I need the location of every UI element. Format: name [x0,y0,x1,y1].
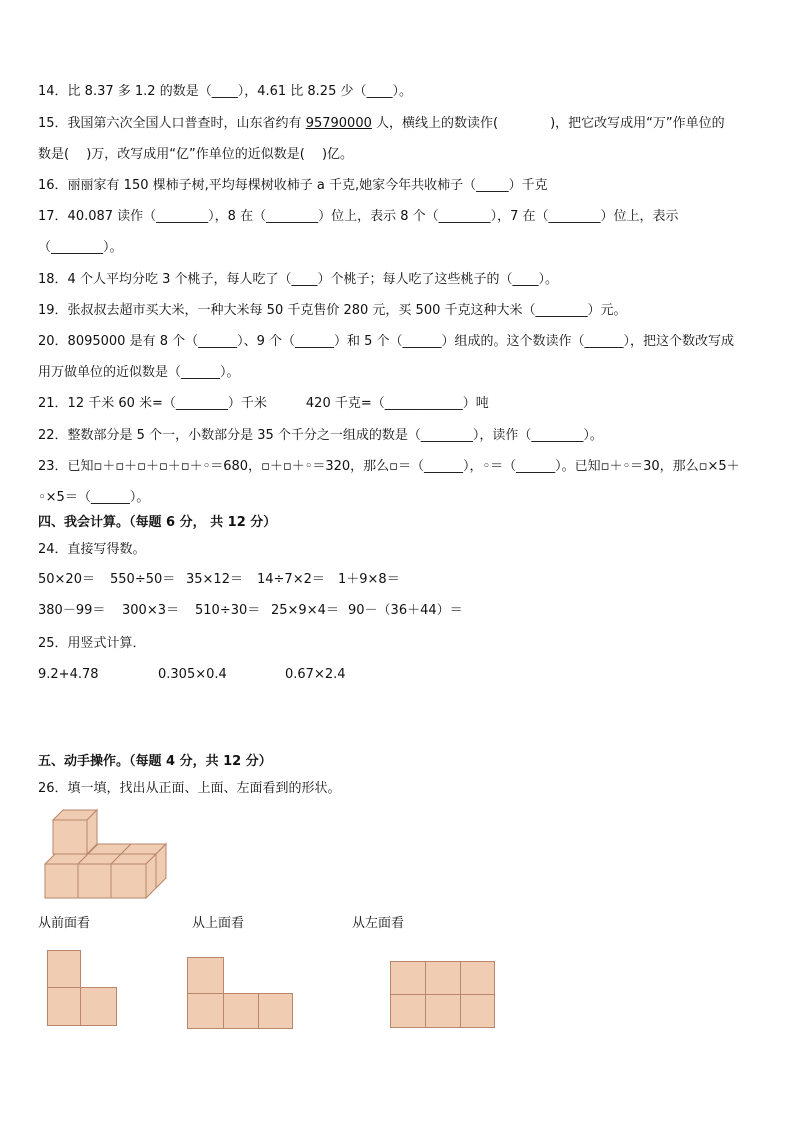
top-view-label: 从上面看 [192,916,245,931]
view-square [47,987,81,1026]
question-17-line2: （________）。 [38,240,123,255]
question-18: 18．4 个人平均分吃 3 个桃子，每人吃了（____）个桃子；每人吃了这些桃子的（____）。 [38,272,558,287]
vertical-calc-item: 0.67×2.4 [285,667,346,682]
question-21: 21．12 千米 60 米=（________）千米 420 千克=（____________）吨 [38,396,489,411]
calc-item: 25×9×4＝ [271,603,339,618]
question-23-line2: ◦×5＝（______）。 [38,490,150,505]
view-square [425,994,461,1028]
calc-item: 50×20＝ [38,572,95,587]
question-16: 16．丽丽家有 150 棵柿子树,平均每棵树收柿子 a 千克,她家今年共收柿子（_____）千克 [38,178,548,193]
calc-item: 14÷7×2＝ [257,572,325,587]
view-square [47,950,81,988]
view-square [460,994,495,1028]
question-19: 19．张叔叔去超市买大米，一种大米每 50 千克售价 280 元，买 500 千克这种大米（________）元。 [38,303,627,318]
view-square [223,993,259,1029]
view-square [187,993,224,1029]
section-5-heading: 五、动手操作。（每题 4 分，共 12 分） [38,754,272,769]
calc-item: 510÷30＝ [195,603,261,618]
vertical-calc-item: 9.2+4.78 [38,667,99,682]
left-view-label: 从左面看 [352,916,405,931]
front-view-shape [47,950,119,1027]
calc-item: 90－（36＋44）＝ [348,603,463,618]
view-square [460,961,495,995]
cube-stack-figure [38,806,178,902]
question-22: 22．整数部分是 5 个一，小数部分是 35 个千分之一组成的数是（________），读作（________）。 [38,428,603,443]
q15-suffix: 人，横线上的数读作( )，把它改写成用“万”作单位的 [371,116,725,131]
section-4-heading: 四、我会计算。（每题 6 分， 共 12 分） [38,515,277,530]
calc-item: 1＋9×8＝ [338,572,400,587]
question-20-line2: 用万做单位的近似数是（______）。 [38,365,240,380]
question-15-line2: 数是( )万，改写成用“亿”作单位的近似数是( )亿。 [38,147,354,162]
q15-prefix: 15．我国第六次全国人口普查时，山东省约有 [38,116,306,131]
calc-item: 380－99＝ [38,603,106,618]
question-15-line1 [38,116,764,132]
question-24: 24．直接写得数。 [38,542,146,557]
front-view-label: 从前面看 [38,916,91,931]
calc-item: 550÷50＝ [110,572,176,587]
calc-item: 35×12＝ [186,572,243,587]
q15-population-number: 95790000 [305,116,372,131]
calc-item: 300×3＝ [122,603,179,618]
question-25: 25．用竖式计算． [38,636,146,651]
question-20-line1: 20．8095000 是有 8 个（______）、9 个（______）和 5 个（______）组成的。这个数读作（______），把这个数改写成 [38,334,735,349]
view-square [390,961,426,995]
view-square [390,994,426,1028]
view-square [425,961,461,995]
question-26: 26．填一填，找出从正面、上面、左面看到的形状。 [38,781,341,796]
vertical-calc-item: 0.305×0.4 [158,667,227,682]
top-view-shape [187,957,293,1029]
question-17-line1: 17．40.087 读作（________），8 在（________）位上，表示 8 个（________），7 在（________）位上，表示 [38,209,679,224]
view-square [187,957,224,994]
view-square [258,993,293,1029]
question-14: 14．比 8.37 多 1.2 的数是（____），4.61 比 8.25 少（____）。 [38,84,412,99]
left-view-shape [390,961,496,1029]
question-23-line1: 23．已知▫＋▫＋▫＋▫＋▫＋◦＝680，▫＋▫＋◦＝320，那么▫＝（______），◦＝（______）。已知▫＋◦＝30，那么▫×5＋ [38,459,740,474]
view-square [80,987,117,1026]
